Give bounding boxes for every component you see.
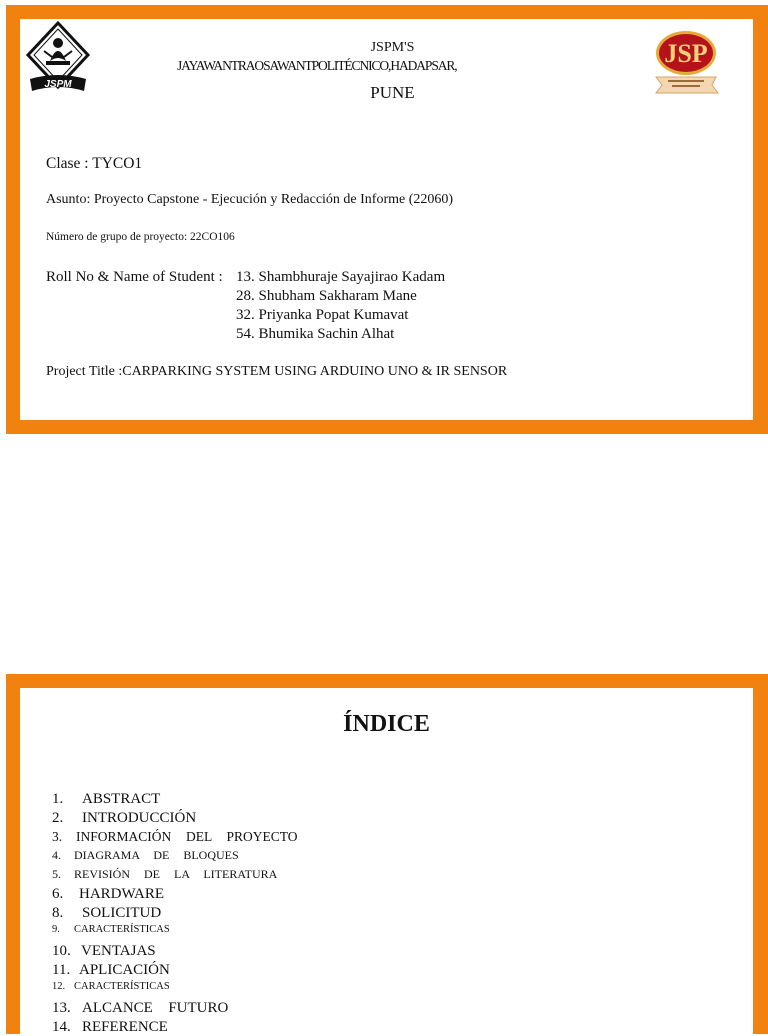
index-slide-content	[20, 688, 753, 1034]
class-label: Clase : TYCO1	[46, 155, 143, 172]
student-entry: 32. Priyanka Popat Kumavat	[236, 307, 409, 323]
student-entry: 54. Bhumika Sachin Alhat	[236, 326, 395, 342]
toc-item: 1. ABSTRACT	[52, 791, 161, 807]
college-name: JAYAWANTRAOSAWANTPOLITÉCNICO,HADAPSAR,	[177, 58, 457, 73]
toc-item: 2. INTRODUCCIÓN	[52, 810, 197, 826]
jsp-logo	[652, 25, 722, 95]
index-slide	[6, 674, 768, 1034]
toc-item: 6. HARDWARE	[52, 886, 164, 902]
student-entry: 28. Shubham Sakharam Mane	[236, 288, 417, 304]
cover-slide-content	[20, 19, 753, 420]
toc-item: 11. APLICACIÓN	[52, 962, 170, 978]
toc-item: 12. CARACTERÍSTICAS	[52, 981, 170, 992]
toc-item: 3. INFORMACIÓN DEL PROYECTO	[52, 829, 298, 844]
college-city: PUNE	[370, 83, 415, 102]
toc-item: 10. VENTAJAS	[52, 943, 156, 959]
subject-label: Asunto: Proyecto Capstone - Ejecución y Redacción de Informe (22060)	[46, 192, 454, 207]
svg-text:JSPM: JSPM	[44, 79, 72, 90]
college-group-name: JSPM'S	[370, 40, 415, 55]
toc-item: 9. CARACTERÍSTICAS	[52, 924, 170, 935]
toc-item: 4. DIAGRAMA DE BLOQUES	[52, 848, 239, 862]
cover-slide	[6, 5, 768, 434]
svg-text:JSP: JSP	[664, 39, 708, 68]
toc-item: 13. ALCANCE FUTURO	[52, 1000, 229, 1016]
index-title: ÍNDICE	[343, 711, 430, 737]
project-title: Project Title :CARPARKING SYSTEM USING ARDUINO UNO & IR SENSOR	[46, 364, 508, 379]
group-number: Número de grupo de proyecto: 22CO106	[46, 231, 235, 243]
roll-label: Roll No & Name of Student :	[46, 269, 227, 285]
toc-item: 8. SOLICITUD	[52, 905, 162, 921]
student-entry: 13. Shambhuraje Sayajirao Kadam	[236, 269, 446, 285]
toc-item: 5. REVISIÓN DE LA LITERATURA	[52, 867, 278, 881]
toc-item: 14. REFERENCE	[52, 1019, 168, 1035]
